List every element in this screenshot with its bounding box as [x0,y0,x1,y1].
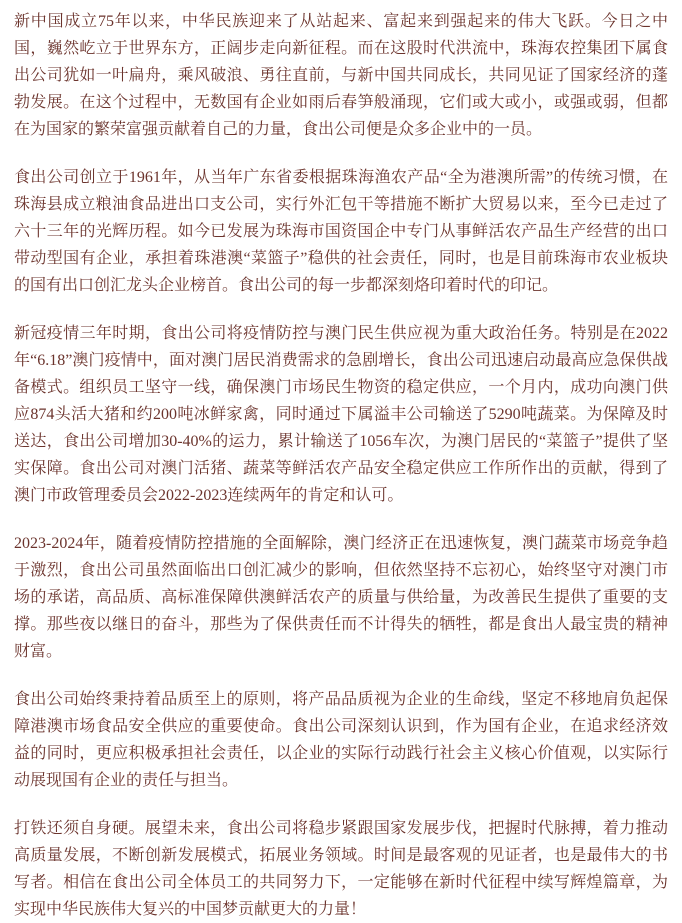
paragraph-history: 食出公司创立于1961年，从当年广东省委根据珠海渔农产品“全为港澳所需”的传统习惯，在珠海县成立粮油食品进出口支公司，实行外汇包干等措施不断扩大贸易以来，至今已走过了六十三年的光辉历程。如今已发展为珠海市国资国企中专门从事鲜活农产品生产经营的出口带动型国有企业，承担着珠港澳“菜篮子”稳供的社会责任，同时，也是目前珠海市农业板块的国有出口创汇龙头企业榜首。食出公司的每一步都深刻烙印着时代的印记。 [14,169,668,294]
paragraph-outlook: 打铁还须自身硬。展望未来，食出公司将稳步紧跟国家发展步伐，把握时代脉搏，着力推动高质量发展，不断创新发展模式，拓展业务领域。时间是最客观的见证者，也是最伟大的书写者。相信在食出公司全体员工的共同努力下，一定能够在新时代征程中续写辉煌篇章，为实现中华民族伟大复兴的中国梦贡献更大的力量！ [14,820,668,918]
paragraph-recovery: 2023-2024年，随着疫情防控措施的全面解除，澳门经济正在迅速恢复，澳门蔬菜市场竞争趋于激烈，食出公司虽然面临出口创汇减少的影响，但依然坚持不忘初心，始终坚守对澳门市场的承诺，高品质、高标准保障供澳鲜活农产的质量与供给量，为改善民生提供了重要的支撑。那些夜以继日的奋斗，那些为了保供责任而不计得失的牺牲，都是食出人最宝贵的精神财富。 [14,535,668,660]
paragraph-quality: 食出公司始终秉持着品质至上的原则，将产品品质视为企业的生命线，坚定不移地肩负起保障港澳市场食品安全供应的重要使命。食出公司深刻认识到，作为国有企业，在追求经济效益的同时，更应积极承担社会责任，以企业的实际行动践行社会主义核心价值观，以实际行动展现国有企业的责任与担当。 [14,691,668,789]
paragraph-pandemic: 新冠疫情三年时期，食出公司将疫情防控与澳门民生供应视为重大政治任务。特别是在2022年“6.18”澳门疫情中，面对澳门居民消费需求的急剧增长，食出公司迅速启动最高应急保供战备模式。组织员工坚守一线，确保澳门市场民生物资的稳定供应，一个月内，成功向澳门供应874头活大猪和约200吨冰鲜家禽，同时通过下属溢丰公司输送了5290吨蔬菜。为保障及时送达，食出公司增加30-40%的运力，累计输送了1056车次，为澳门居民的“菜篮子”提供了坚实保障。食出公司对澳门活猪、蔬菜等鲜活农产品安全稳定供应工作所作出的贡献，得到了澳门市政管理委员会2022-2023连续两年的肯定和认可。 [14,325,668,504]
paragraph-intro: 新中国成立75年以来，中华民族迎来了从站起来、富起来到强起来的伟大飞跃。今日之中国，巍然屹立于世界东方，正阔步走向新征程。而在这股时代洪流中，珠海农控集团下属食出公司犹如一叶扁舟，乘风破浪、勇往直前，与新中国共同成长，共同见证了国家经济的蓬勃发展。在这个过程中，无数国有企业如雨后春笋般涌现，它们或大或小，或强或弱，但都在为国家的繁荣富强贡献着自己的力量，食出公司便是众多企业中的一员。 [14,13,668,138]
